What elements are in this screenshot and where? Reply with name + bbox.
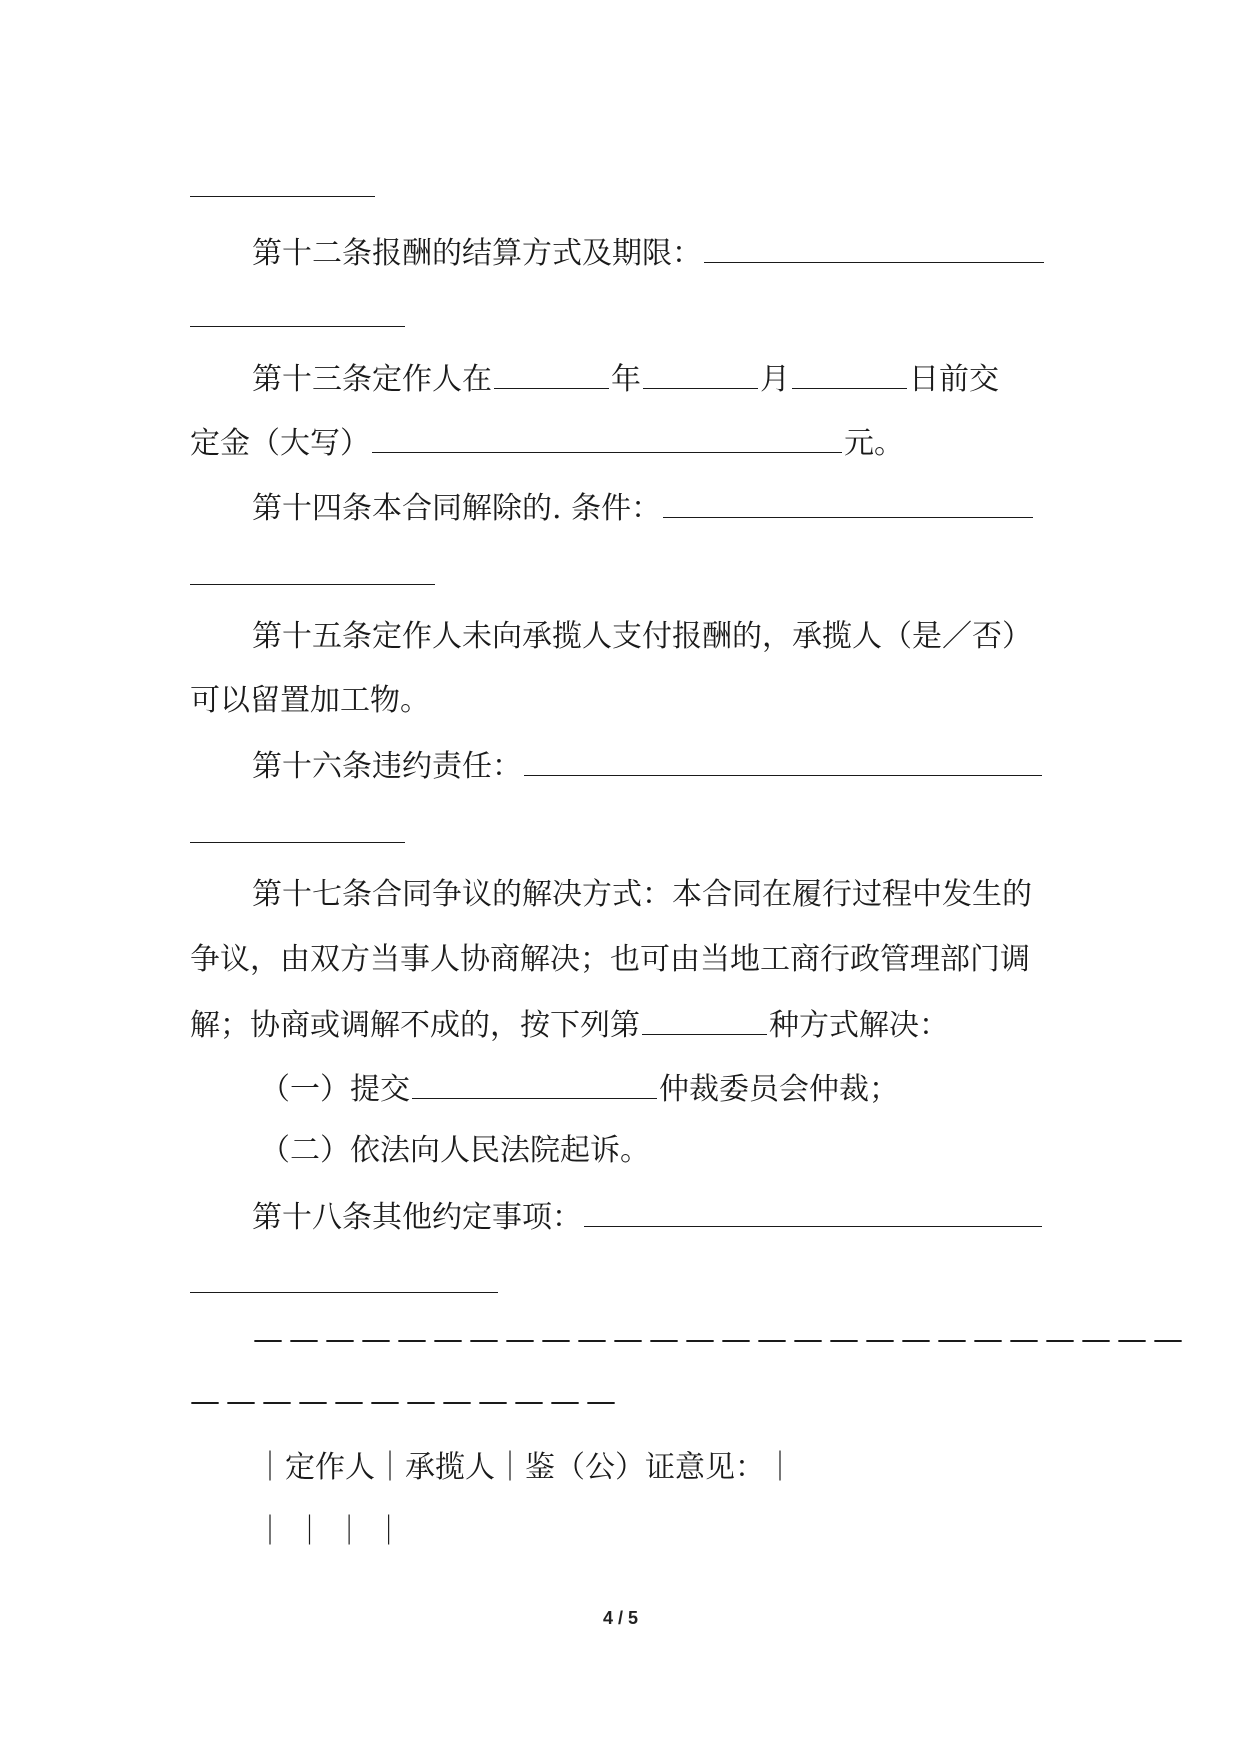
clause-17-option1 — [190, 1068, 1130, 1108]
arbitration-committee-blank[interactable] — [412, 1068, 657, 1099]
clause-15-text-cont: 可以留置加工物。 — [190, 683, 430, 718]
clause-12 — [190, 232, 1122, 272]
clause-15-text: 第十五条定作人未向承揽人支付报酬的，承揽人（是／否） — [252, 619, 1032, 654]
deposit-label: 定金（大写） — [190, 426, 370, 461]
clause-14-blank-continuation — [190, 584, 435, 585]
clause-14-text: 第十四条本合同解除的. 条件： — [252, 491, 662, 526]
deposit-amount-blank[interactable] — [372, 422, 842, 453]
clause-17-line2 — [190, 940, 1060, 980]
clause-17-text-cont: 争议，由双方当事人协商解决；也可由当地工商行政管理部门调 — [190, 942, 1030, 977]
option2-text: （二）依法向人民法院起诉。 — [260, 1133, 650, 1168]
table-header-text: ｜定作人｜承揽人｜鉴（公）证意见：｜ — [255, 1450, 795, 1485]
clause-17-method-suffix: 种方式解决： — [769, 1008, 949, 1043]
clause-13-text: 第十三条定作人在 — [252, 362, 492, 397]
clause-16 — [190, 745, 1122, 785]
blank-line-continuation — [190, 196, 375, 197]
clause-16-blank[interactable] — [524, 745, 1042, 776]
option1-text: （一）提交 — [260, 1072, 410, 1107]
clause-16-blank-continuation — [190, 842, 405, 843]
day-blank[interactable] — [792, 358, 907, 389]
day-label: 日前交 — [909, 362, 999, 397]
clause-12-blank-continuation — [190, 326, 405, 327]
clause-18 — [190, 1196, 1122, 1236]
month-blank[interactable] — [643, 358, 758, 389]
clause-17-method-label: 解；协商或调解不成的，按下列第 — [190, 1008, 640, 1043]
signature-table-header — [190, 1448, 1125, 1488]
clause-12-text: 第十二条报酬的结算方式及期限： — [252, 236, 702, 271]
dashed-separator-1: —————————————————————————— — [253, 1322, 1189, 1357]
page-number: 4 / 5 — [602, 1608, 639, 1628]
currency-label: 元。 — [844, 426, 904, 461]
month-label: 月 — [760, 362, 790, 397]
clause-16-text: 第十六条违约责任： — [252, 749, 522, 784]
clause-17-line3 — [190, 1004, 1060, 1044]
signature-table-row — [190, 1512, 1125, 1552]
year-blank[interactable] — [494, 358, 609, 389]
option1-suffix: 仲裁委员会仲裁； — [659, 1072, 899, 1107]
clause-18-blank-continuation — [190, 1292, 498, 1293]
clause-18-blank[interactable] — [584, 1196, 1042, 1227]
table-row-text: ｜ ｜ ｜ ｜ — [255, 1514, 404, 1549]
clause-17-option2 — [190, 1131, 1130, 1171]
year-label: 年 — [611, 362, 641, 397]
clause-12-blank[interactable] — [704, 232, 1044, 263]
clause-15-line1 — [190, 617, 1122, 657]
clause-13-line2 — [190, 422, 1060, 462]
clause-18-text: 第十八条其他约定事项： — [252, 1200, 582, 1235]
dashed-separator-2: ———————————— — [190, 1384, 622, 1419]
clause-15-line2 — [190, 681, 1060, 721]
clause-17-text: 第十七条合同争议的解决方式：本合同在履行过程中发生的 — [252, 877, 1032, 912]
clause-13-line1 — [190, 358, 1122, 398]
clause-17-line1 — [190, 875, 1122, 915]
clause-14 — [190, 487, 1122, 527]
method-number-blank[interactable] — [642, 1004, 767, 1035]
clause-14-blank[interactable] — [663, 487, 1033, 518]
